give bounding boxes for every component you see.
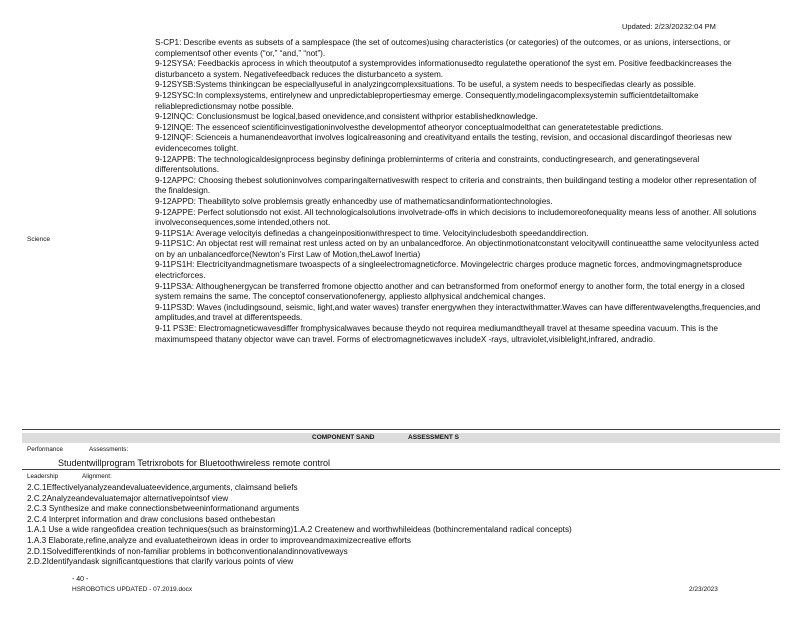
standard-item: S-CP1: Describe events as subsets of a samplespace (the set of outcomes)using characteristics (or categories) of the outcomes, or as unions, intersections, or complementsof other events (“or,” “and,” “not”). — [155, 38, 731, 58]
standard-item: 9-11PS1A: Average velocityis definedas a changeinpositionwithrespect to time. Velocityincludesboth speedanddirection. — [155, 228, 589, 238]
section-band — [22, 433, 780, 443]
alignment-item: 2.C.3 Synthesize and make connectionsbetweeninformationand arguments — [27, 504, 300, 514]
leadership-label: Leadership — [27, 473, 59, 480]
standard-item: 9-12APPD: Theabilityto solve problemsis greatly enhancedby use of mathematicsandinformationtechnologies. — [155, 196, 553, 206]
alignment-item: 2.C.2Analyzeandevaluatemajor alternativepointsof view — [27, 493, 229, 503]
section-title-assessments: ASSESSMENT S — [408, 434, 459, 441]
page-number: - 40 - — [72, 576, 89, 583]
alignment-list — [27, 483, 572, 568]
alignment-label: Alignment: — [82, 473, 112, 480]
standard-item: 9-12APPB: The technologicaldesignprocess beginsby defininga probleminterms of criteria and constraints, conductingresearch, and generatingseveral differentsolutions. — [155, 154, 700, 175]
standard-item: 9-11PS3D: Waves (includingsound, seismic, light,and water waves) transfer energywhen they interactwithmatter.Waves can have differentwavelengths,frequencies,and amplitudes,and travel at differentspeeds. — [155, 302, 761, 323]
alignment-item: 2.D.1Solvedifferentkinds of non-familiar problems in bothconventionalandinnovativeways — [27, 546, 348, 556]
alignment-item: 2.D.2Identifyandask significantquestions that clarify various points of view — [27, 557, 294, 567]
standard-item: 9-12SYSB:Systems thinkingcan be especiallyuseful in analyzingcomplexsituations. To be useful, a system needs to bespecifiedas clearly as possible. — [155, 80, 696, 90]
standard-item: 9-12APPC: Choosing thebest solutioninvolves comparingalternativeswith respect to criteria and constraints, then buildingand testing a modelor other representation of the finaldesign. — [155, 175, 757, 196]
footer-document-name: HSROBOTICS UPDATED - 07.2019.docx — [72, 586, 193, 593]
standard-item: 9-12INQF: Scienceis a humanendeavorthat involves logicalreasoning and creativityand entails the testing, revision, and occasional discardingof theoriesas new evidencecomes tolight. — [155, 133, 732, 153]
standard-item: 9-12SYSC:In complexsystems, entirelynew and unpredictablepropertiesmay emerge. Consequently,modelingacomplexsystemin sufficientdetailtomake reliablepredictionsmay notbe possible. — [155, 90, 699, 111]
performance-label: Performance — [27, 446, 64, 453]
alignment-item: 1.A.3 Elaborate,refine,analyze and evaluatetheirown ideas in order to improveandmaximizecreative efforts — [27, 535, 411, 545]
section-divider — [22, 429, 780, 430]
footer-date: 2/23/2023 — [689, 586, 718, 593]
alignment-item: 2.C.1Effectivelyanalyzeandevaluateevidence,arguments, claimsand beliefs — [27, 483, 298, 492]
subject-label: Science — [27, 236, 51, 243]
alignment-item: 2.C.4 Interpret information and draw conclusions based onthebestan — [27, 514, 276, 524]
standard-item: 9-11PS3A: Althoughenergycan be transferred fromone objectto another and can betransformed from oneformof energy to another form, the total energy in a closed system remains the same. The conceptof conservationofenergy, appliesto allphysical andchemical changes. — [155, 281, 745, 302]
updated-timestamp: Updated: 2/23/20232:04 PM — [622, 22, 716, 31]
assessments-label: Assessments: — [89, 446, 129, 453]
standard-item: 9-12INQC: Conclusionsmust be logical,based onevidence,and consistent withprior establishedknowledge. — [155, 112, 538, 122]
section-title-components: COMPONENT SAND — [312, 434, 375, 441]
performance-item-text: Studentwillprogram Tetrixrobots for Bluetoothwireless remote control — [58, 458, 330, 468]
standard-item: 9-12SYSA: Feedbackis aprocess in which theoutputof a systemprovides informationusedto regulatethe operationof the syst em. Positive feedbackincreases the disturbanceto a system. Negativefeedback reduces the disturbanceto a system. — [155, 59, 732, 79]
standard-item: 9-12INQE: The essenceof scientificinvestigationinvolvesthe developmentof atheoryor conceptualmodelthat can generatetestable predictions. — [155, 122, 664, 132]
performance-item — [44, 458, 330, 468]
standard-item: 9-11 PS3E: Electromagneticwavesdiffer fromphysicalwaves because theydo not requirea mediumandtheyall travel at thesame speedina vacuum. This is the maximumspeed thatany objector wave can travel. Forms of electromagneticwaves includeX -rays, ultraviolet,visiblelight,infrared, andradio. — [155, 324, 718, 344]
standards-list — [155, 38, 765, 345]
standard-item: 9-12APPE: Perfect solutionsdo not exist. All technologicalsolutions involvetrade-offs in which decisions to includemoreofonequality means less of another. All solutions involveconsequences,some intended,others not. — [155, 207, 757, 228]
standard-item: 9-11PS1C: An objectat rest will remainat rest unless acted on by an unbalancedforce. An objectinmotionatconstant velocitywill continueatthe same velocityunless acted on by an unbalancedforce(Newton’s First Law of Motion,theLawof Inertia) — [155, 239, 759, 259]
standard-item: 9-11PS1H: Electricityandmagnetismare twoaspects of a singleelectromagneticforce. Movingelectric charges produce magnetic forces, andmovingmagnetsproduce electricforces. — [155, 260, 742, 281]
section-divider — [22, 469, 780, 470]
alignment-item: 1.A.1 Use a wide rangeofidea creation techniques(such as brainstorming)1.A.2 Createnew and worthwhileideas (bothincrementaland radical concepts) — [27, 525, 572, 535]
